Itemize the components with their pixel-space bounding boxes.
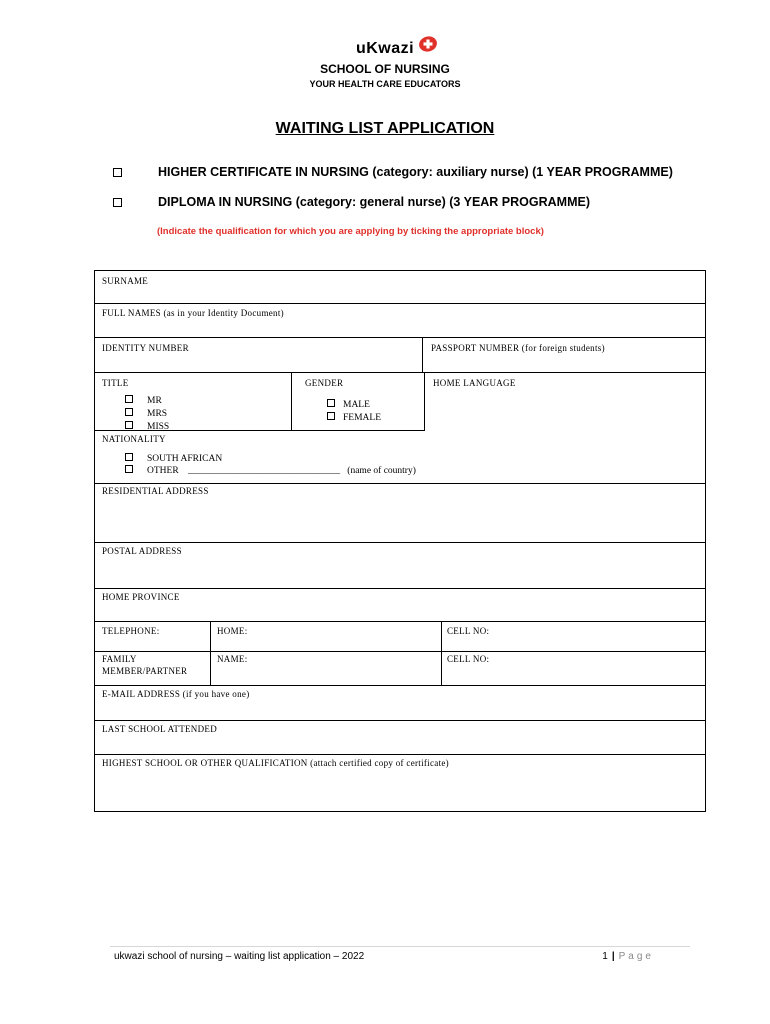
gender-label: GENDER bbox=[305, 378, 344, 388]
surname-field[interactable]: SURNAME bbox=[102, 276, 149, 286]
tagline: YOUR HEALTH CARE EDUCATORS bbox=[309, 79, 461, 89]
email-field[interactable]: E-MAIL ADDRESS (if you have one) bbox=[102, 689, 250, 699]
programme-checkbox[interactable] bbox=[113, 198, 122, 207]
page-number: 1 | Page bbox=[602, 951, 654, 962]
title-option-miss[interactable]: MISS bbox=[125, 421, 169, 432]
nationality-label: NATIONALITY bbox=[102, 434, 166, 444]
page-footer bbox=[110, 946, 690, 969]
other-country-blank[interactable]: ________________________________ bbox=[188, 466, 341, 476]
checkbox[interactable] bbox=[125, 453, 133, 461]
family-member-label-line2: MEMBER/PARTNER bbox=[102, 666, 188, 676]
programme-label: HIGHER CERTIFICATE IN NURSING (category: auxiliary nurse) (1 YEAR PROGRAMME) bbox=[158, 165, 673, 179]
school-name: SCHOOL OF NURSING bbox=[320, 62, 450, 76]
home-phone-field[interactable]: HOME: bbox=[217, 626, 248, 636]
full-names-field[interactable]: FULL NAMES (as in your Identity Document) bbox=[102, 308, 284, 318]
cross-badge-icon bbox=[418, 35, 438, 53]
home-language-field[interactable]: HOME LANGUAGE bbox=[433, 378, 516, 388]
cell-number-field[interactable]: CELL NO: bbox=[447, 626, 490, 636]
family-name-field[interactable]: NAME: bbox=[217, 654, 248, 664]
checkbox[interactable] bbox=[125, 465, 133, 473]
gender-option-female[interactable]: FEMALE bbox=[327, 412, 381, 423]
checkbox[interactable] bbox=[125, 395, 133, 403]
telephone-label: TELEPHONE: bbox=[102, 626, 160, 636]
postal-address-field[interactable]: POSTAL ADDRESS bbox=[102, 546, 182, 556]
checkbox[interactable] bbox=[327, 412, 335, 420]
title-label: TITLE bbox=[102, 378, 129, 388]
highest-qualification-field[interactable]: HIGHEST SCHOOL OR OTHER QUALIFICATION (attach certified copy of certificate) bbox=[102, 758, 449, 768]
nationality-option-south-african[interactable]: SOUTH AFRICAN bbox=[125, 453, 222, 464]
other-country-hint: (name of country) bbox=[347, 466, 416, 476]
brand-name bbox=[356, 40, 414, 58]
programme-label: DIPLOMA IN NURSING (category: general nurse) (3 YEAR PROGRAMME) bbox=[158, 195, 591, 209]
identity-number-field[interactable]: IDENTITY NUMBER bbox=[102, 343, 189, 353]
family-member-label-line1: FAMILY bbox=[102, 654, 137, 664]
application-form bbox=[94, 270, 706, 812]
letterhead bbox=[0, 40, 770, 89]
title-option-mrs[interactable]: MRS bbox=[125, 408, 167, 419]
checkbox[interactable] bbox=[125, 421, 133, 429]
nationality-option-other[interactable]: OTHER ________________________________ (name of country) bbox=[125, 465, 416, 476]
footer-text: ukwazi school of nursing – waiting list application – 2022 bbox=[114, 951, 365, 962]
checkbox[interactable] bbox=[125, 408, 133, 416]
home-province-field[interactable]: HOME PROVINCE bbox=[102, 592, 180, 602]
last-school-field[interactable]: LAST SCHOOL ATTENDED bbox=[102, 724, 218, 734]
passport-number-field[interactable]: PASSPORT NUMBER (for foreign students) bbox=[431, 343, 605, 353]
checkbox[interactable] bbox=[327, 399, 335, 407]
family-cell-number-field[interactable]: CELL NO: bbox=[447, 654, 490, 664]
residential-address-field[interactable]: RESIDENTIAL ADDRESS bbox=[102, 486, 209, 496]
brand-text: uKwazi bbox=[355, 40, 415, 57]
title-option-mr[interactable]: MR bbox=[125, 395, 162, 406]
programme-checkbox[interactable] bbox=[113, 168, 122, 177]
form-title: WAITING LIST APPLICATION bbox=[275, 120, 495, 137]
gender-option-male[interactable]: MALE bbox=[327, 399, 370, 410]
instruction-note: (Indicate the qualification for which you are applying by ticking the appropriate block) bbox=[157, 226, 544, 237]
